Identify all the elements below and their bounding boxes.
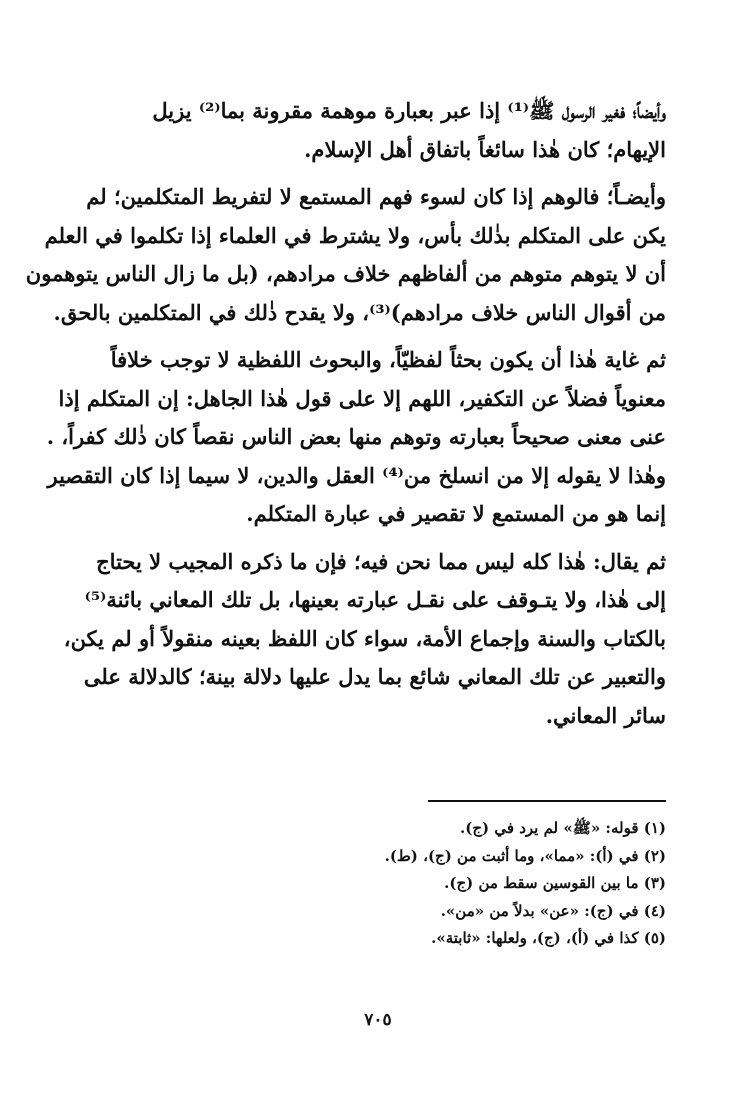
text-line: إنما هو من المستمع لا تقصير في عبارة المتكلم. (246, 501, 666, 526)
text-line: عنى معنى صحيحاً بعبارته وتوهم منها بعض الناس نقصاً كان ذٰلك كفراً، . (46, 424, 666, 449)
text-line: معنوياً فضلاً عن التكفير، اللهم إلا على قول هٰذا الجاهل: إن المتكلم إذا (58, 385, 666, 411)
paragraph-3 (46, 341, 666, 534)
text-line: ثم غاية هٰذا أن يكون بحثاً لفظيّاً، والبحوث اللفظية لا توجب خلافاً (110, 347, 666, 372)
main-text (25, 92, 666, 735)
text-line: الإيهام؛ كان هٰذا سائغاً باتفاق أهل الإسلام. (304, 136, 666, 162)
paragraph-1 (92, 92, 666, 169)
page-number: ٧٠٥ (364, 1010, 392, 1030)
footnote-3: (٣) ما بين القوسين سقط من (ج). (444, 874, 666, 892)
text-line: أن لا يتوهم متوهم من ألفاظهم خلاف مرادهم، (بل ما زال الناس يتوهمون (25, 261, 666, 286)
text-line: وهٰذا لا يقوله إلا من انسلخ من⁽⁴⁾ العقل والدين، لا سيما إذا كان التقصير (47, 462, 666, 488)
footnote-divider (428, 800, 666, 802)
paragraph-4 (63, 543, 666, 736)
footnote-4: (٤) في (ج): «عن» بدلاً من «من». (440, 901, 666, 920)
text-line: وأيضاً؛ فغير الرسول ﷺ⁽¹⁾ إذا عبر بعبارة موهمة مقرونة بما⁽²⁾ يزيل (152, 98, 666, 123)
text-line: ثم يقال: هٰذا كله ليس مما نحن فيه؛ فإن ما ذكره المجيب لا يحتاج (96, 548, 666, 574)
footnotes (246, 815, 666, 953)
text-line: من أقوال الناس خلاف مرادهم)⁽³⁾، ولا يقدح ذٰلك في المتكلمين بالحق. (53, 299, 666, 325)
text-line: بالكتاب والسنة وإجماع الأمة، سواء كان اللفظ بعينه منقولاً أو لم يكن، (63, 625, 666, 651)
footnote-2: (٢) في (أ): «مما»، وما أثبت من (ج)، (ط). (384, 846, 666, 865)
paragraph-2 (25, 178, 666, 332)
footnote-5: (٥) كذا في (أ)، (ج)، ولعلها: «ثابتة». (431, 929, 666, 947)
text-line: إلى هٰذا، ولا يتـوقف على نقـل عبارته بعينها، بل تلك المعاني بائنة⁽⁵⁾ (84, 587, 666, 612)
footnote-1: (١) قوله: «ﷺ» لم يرد في (ج). (460, 819, 666, 837)
text-line: يكن على المتكلم بذٰلك بأس، ولا يشترط في العلماء إذا تكلموا في العلم (44, 222, 666, 248)
text-line: سائر المعاني. (545, 702, 666, 728)
text-line: والتعبير عن تلك المعاني شائع بما يدل عليها دلالة بينة؛ كالدلالة على (83, 664, 666, 689)
text-line: وأيضـاً؛ فالوهم إذا كان لسوء فهم المستمع لا لتفريط المتكلمين؛ لم (86, 184, 666, 209)
